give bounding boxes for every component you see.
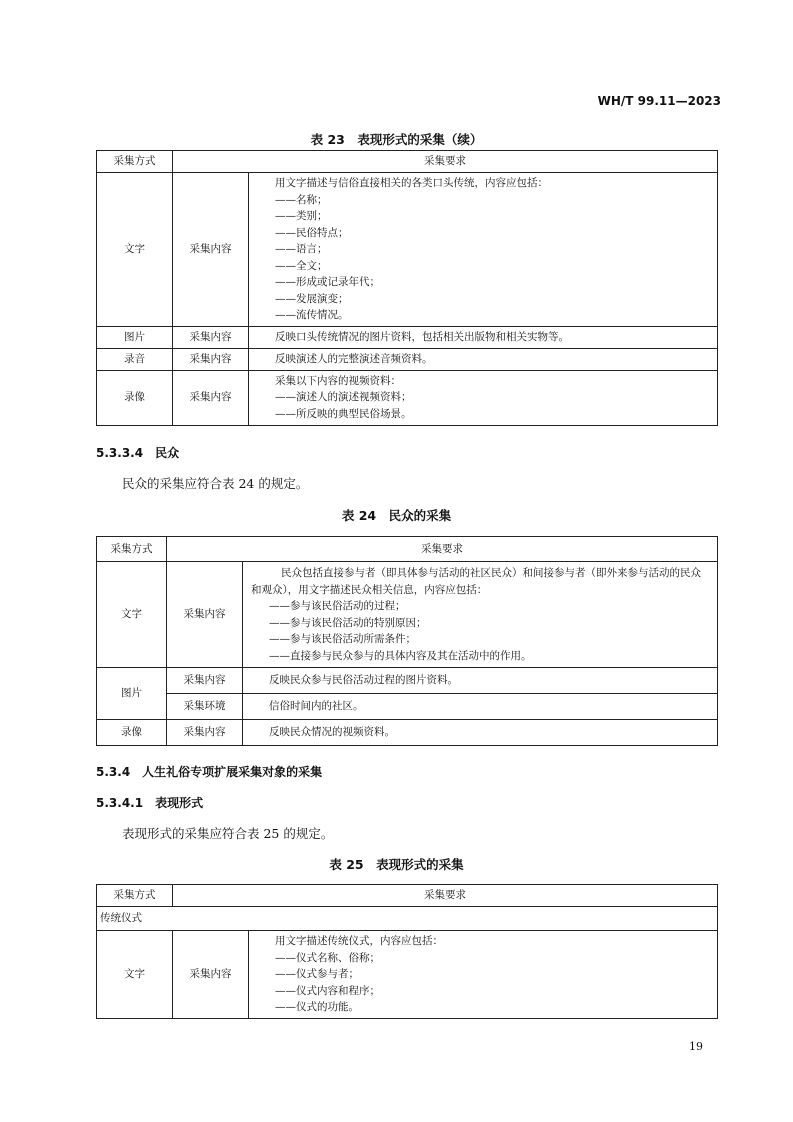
table24-head-method: 采集方式 (97, 537, 167, 562)
table-row (97, 720, 718, 746)
table-row (97, 668, 718, 694)
table23-caption: 表 23 表现形式的采集（续） (310, 132, 483, 147)
content-line: ——仪式内容和程序； (275, 984, 380, 997)
table25-caption: 表 25 表现形式的采集 (329, 857, 464, 872)
item-cell: 采集环境 (167, 694, 243, 720)
item-cell: 采集内容 (173, 326, 249, 348)
content-cell: 反映民众情况的视频资料。 (243, 720, 718, 746)
item-cell: 采集内容 (173, 348, 249, 370)
content-line: ——流传情况。 (275, 309, 349, 321)
content-line: 用文字描述传统仪式，内容应包括： (275, 935, 443, 947)
method-cell: 文字 (97, 562, 167, 668)
item-cell: 采集内容 (173, 370, 249, 425)
content-line: ——民俗特点； (275, 226, 349, 239)
table24-caption: 表 24 民众的采集 (341, 508, 452, 523)
item-cell: 采集内容 (173, 173, 249, 327)
content-line: ——直接参与民众参与的具体内容及其在活动中的作用。 (269, 649, 532, 662)
table-row (97, 370, 718, 425)
content-line: ——全文； (275, 259, 328, 272)
table-row (97, 694, 718, 720)
content-line: ——演述人的演述视频资料； (275, 391, 412, 404)
content-line: 和观众），用文字描述民众相关信息，内容应包括： (251, 583, 488, 596)
standard-code: WH/T 99.11—2023 (597, 94, 721, 108)
table25-head-method: 采集方式 (97, 885, 173, 907)
content-cell (249, 370, 718, 425)
paragraph: 表现形式的采集应符合表 25 的规定。 (122, 826, 334, 841)
content-line: ——参与该民俗活动的过程； (269, 600, 406, 612)
content-line: ——类别； (275, 210, 328, 222)
paragraph: 民众的采集应符合表 24 的规定。 (122, 476, 309, 491)
content-line: ——仪式的功能。 (275, 1001, 359, 1013)
content-line: ——名称； (275, 193, 328, 206)
table24 (96, 536, 718, 746)
content-cell: 反映演述人的完整演述音频资料。 (249, 348, 718, 370)
table25 (96, 884, 718, 1019)
table-row (97, 931, 718, 1019)
table24-head-requirement: 采集要求 (167, 537, 718, 562)
section-heading: 5.3.4 人生礼俗专项扩展采集对象的采集 (96, 765, 323, 779)
method-cell: 图片 (97, 326, 173, 348)
table23-head-requirement: 采集要求 (173, 151, 718, 173)
item-cell: 采集内容 (167, 668, 243, 694)
content-cell: 反映口头传统情况的图片资料，包括相关出版物和相关实物等。 (249, 326, 718, 348)
content-cell: 反映民众参与民俗活动过程的图片资料。 (243, 668, 718, 694)
method-cell: 录像 (97, 370, 173, 425)
content-line: ——所反映的典型民俗场景。 (275, 407, 412, 420)
table23-head-method: 采集方式 (97, 151, 173, 173)
table-row (97, 562, 718, 668)
item-cell: 采集内容 (167, 562, 243, 668)
method-cell: 文字 (97, 931, 173, 1019)
table23 (96, 150, 718, 426)
content-cell (249, 173, 718, 327)
section-heading: 5.3.4.1 表现形式 (96, 796, 204, 810)
content-line: ——仪式参与者； (275, 968, 359, 980)
method-cell: 文字 (97, 173, 173, 327)
content-line: ——参与该民俗活动所需条件； (269, 633, 416, 645)
content-cell (243, 562, 718, 668)
table-row (97, 907, 718, 931)
content-cell: 信俗时间内的社区。 (243, 694, 718, 720)
content-line: ——形成或记录年代； (275, 276, 380, 288)
content-cell (249, 931, 718, 1019)
content-line: ——语言； (275, 243, 328, 255)
section-heading: 5.3.3.4 民众 (96, 446, 180, 460)
content-line: 民众包括直接参与者（即具体参与活动的社区民众）和间接参与者（即外来参与活动的民众 (281, 567, 701, 579)
method-cell: 图片 (97, 668, 167, 720)
method-cell: 录音 (97, 348, 173, 370)
content-line: 用文字描述与信俗直接相关的各类口头传统，内容应包括： (275, 177, 548, 189)
table-row (97, 173, 718, 327)
content-line: 采集以下内容的视频资料： (275, 374, 401, 387)
method-cell: 录像 (97, 720, 167, 746)
group-cell: 传统仪式 (97, 907, 718, 931)
content-line: ——仪式名称、俗称； (275, 951, 380, 964)
table-row (97, 348, 718, 370)
item-cell: 采集内容 (167, 720, 243, 746)
page-number: 19 (689, 1040, 703, 1053)
content-line: ——参与该民俗活动的特别原因； (269, 616, 427, 629)
table25-head-requirement: 采集要求 (173, 885, 718, 907)
table-row (97, 326, 718, 348)
item-cell: 采集内容 (173, 931, 249, 1019)
content-line: ——发展演变； (275, 292, 349, 305)
